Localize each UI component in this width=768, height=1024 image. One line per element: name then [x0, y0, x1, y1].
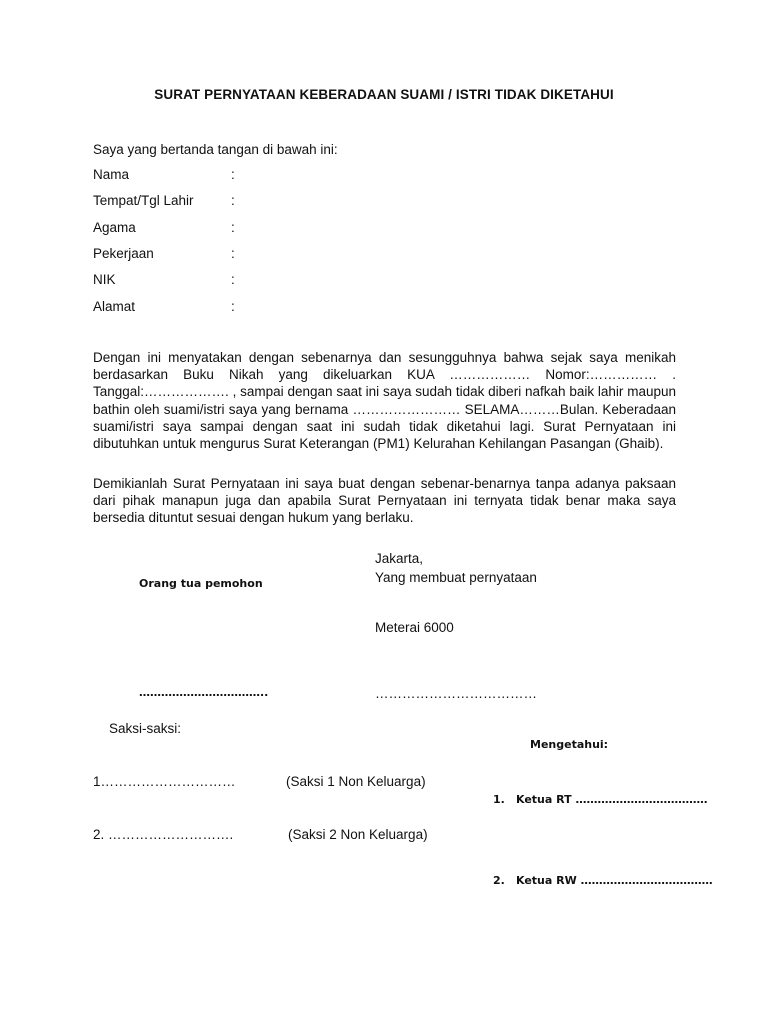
field-label-nama: Nama — [93, 167, 130, 182]
field-colon-nama: : — [231, 167, 235, 182]
rw-number: 2. — [493, 874, 505, 887]
field-colon-nik: : — [231, 272, 235, 287]
field-colon-alamat: : — [231, 299, 235, 314]
witness-2-line: 2. ………………………. — [93, 827, 234, 842]
rt-number: 1. — [493, 793, 505, 806]
field-label-pekerjaan: Pekerjaan — [93, 246, 154, 261]
maker-signature-line: ……………………………… — [375, 686, 537, 701]
place-date-label: Jakarta, — [375, 551, 424, 566]
stamp-label: Meterai 6000 — [375, 620, 454, 635]
statement-text: Dengan ini menyatakan dengan sebenarnya dan sesungguhnya bahwa sejak saya menikah berdasarkan Buku Nikah yang dikeluarkan KUA ……………… Nomor:…………… . Tanggal:………………. , sampai dengan saat ini saya sudah tidak diberi nafkah baik lahir maupun bathin oleh suami/istri saya yang bernama …………………… SELAMA………Bulan. Keberadaan suami/istri saya sampai dengan saat ini sudah tidak diketahui lagi. Surat Pernyataan ini dibutuhkan untuk mengurus Surat Keterangan (PM1) Kelurahan Kehilangan Pasangan (Ghaib). — [93, 350, 676, 452]
closing-paragraph — [93, 475, 676, 527]
acknowledge-label: Mengetahui: — [530, 738, 609, 751]
field-label-agama: Agama — [93, 220, 136, 235]
field-label-alamat: Alamat — [93, 299, 136, 314]
closing-text: Demikianlah Surat Pernyataan ini saya buat dengan sebenar-benarnya tanpa adanya paksaan dari pihak manapun juga dan apabila Surat Pernyataan ini ternyata tidak benar maka saya bersedia dituntut sesuai dengan hukum yang berlaku. — [93, 476, 676, 526]
witness-1-note: (Saksi 1 Non Keluarga) — [286, 774, 426, 789]
parent-signature-line: …………………………….. — [139, 686, 269, 699]
rw-signature-line: Ketua RW ……………………………… — [516, 874, 713, 887]
witness-2-note: (Saksi 2 Non Keluarga) — [288, 827, 428, 842]
maker-label: Yang membuat pernyataan — [375, 570, 537, 585]
intro-text: Saya yang bertanda tangan di bawah ini: — [93, 142, 338, 157]
document-title: SURAT PERNYATAAN KEBERADAAN SUAMI / ISTRI TIDAK DIKETAHUI — [154, 87, 614, 102]
statement-paragraph — [93, 349, 676, 452]
witness-1-line: 1………………………… — [93, 774, 236, 789]
field-colon-agama: : — [231, 220, 235, 235]
field-label-nik: NIK — [93, 272, 116, 287]
parent-label: Orang tua pemohon — [139, 577, 263, 590]
witnesses-label: Saksi-saksi: — [109, 721, 182, 736]
rt-signature-line: Ketua RT ……………………………… — [516, 793, 708, 806]
field-label-tempat-tgl-lahir: Tempat/Tgl Lahir — [93, 193, 194, 208]
field-colon-tempat-tgl-lahir: : — [231, 193, 235, 208]
field-colon-pekerjaan: : — [231, 246, 235, 261]
